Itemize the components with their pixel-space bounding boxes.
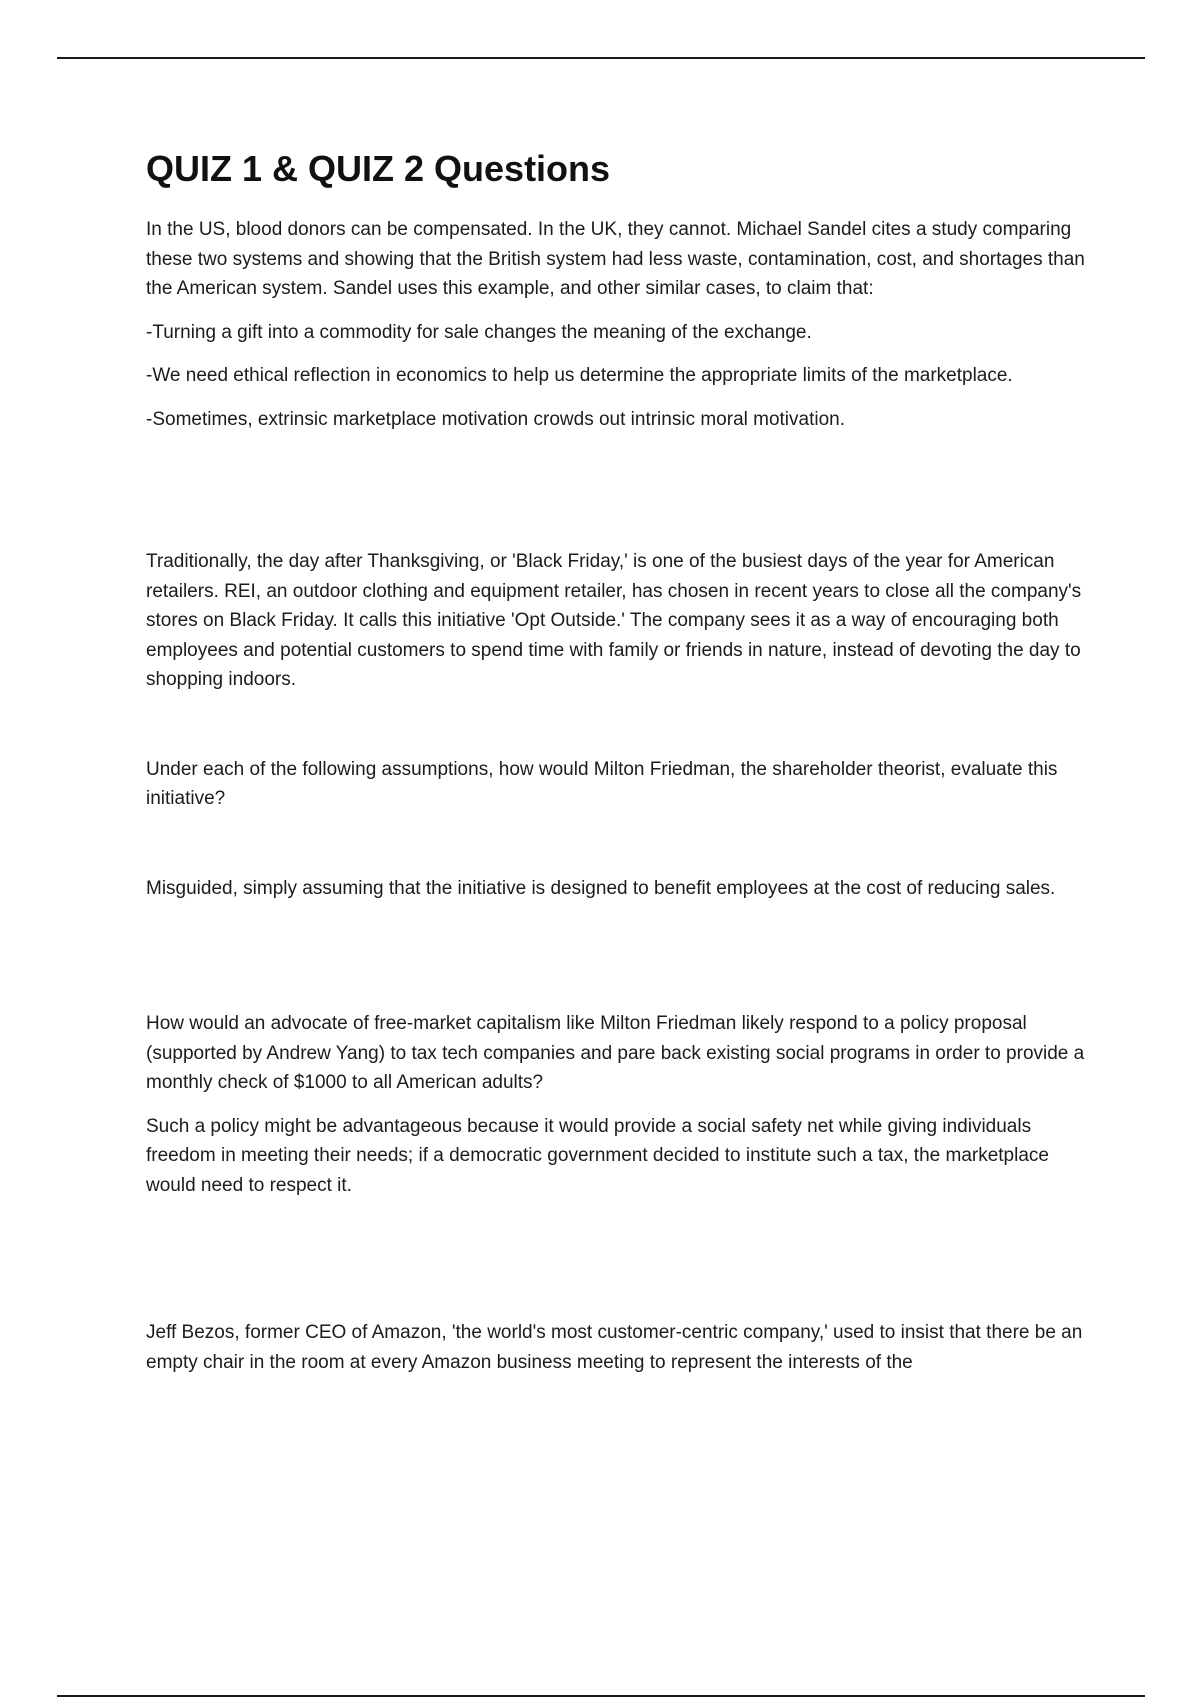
question-4-stem: Jeff Bezos, former CEO of Amazon, 'the world's most customer-centric company,' used to insist that there be an empty chair in the room at every Amazon business meeting to represent the interests of the: [146, 1322, 1083, 1373]
question-2-context: Traditionally, the day after Thanksgiving, or 'Black Friday,' is one of the busiest days of the year for American retailers. REI, an outdoor clothing and equipment retailer, has chosen in recent years to close all the company's stores on Black Friday. It calls this initiative 'Opt Outside.' The company sees it as a way of encouraging both employees and potential customers to spend time with family or friends in nature, instead of devoting the day to shopping indoors.: [146, 551, 1082, 691]
answer-3: Such a policy might be advantageous because it would provide a social safety net while giving individuals freedom in meeting their needs; if a democratic government decided to institute such a tax, the marketplace would need to respect it.: [146, 1115, 1049, 1196]
top-rule: [57, 57, 1145, 59]
question-3-stem: How would an advocate of free-market capitalism like Milton Friedman likely respond to a policy proposal (supported by Andrew Yang) to tax tech companies and pare back existing social programs in order to provide a monthly check of $1000 to all American adults?: [146, 1013, 1085, 1094]
answer-2: Misguided, simply assuming that the initiative is designed to benefit employees at the cost of reducing sales.: [146, 877, 1056, 899]
answer-1-point-3: -Sometimes, extrinsic marketplace motivation crowds out intrinsic moral motivation.: [146, 408, 846, 430]
answer-1-point-1: -Turning a gift into a commodity for sale changes the meaning of the exchange.: [146, 321, 812, 343]
question-2-stem: Under each of the following assumptions, how would Milton Friedman, the shareholder theorist, evaluate this initiative?: [146, 758, 1058, 810]
document-body: [146, 148, 1096, 1377]
bottom-rule: [57, 1695, 1145, 1697]
page-title: QUIZ 1 & QUIZ 2 Questions: [146, 148, 611, 189]
answer-1-point-2: -We need ethical reflection in economics to help us determine the appropriate limits of the marketplace.: [146, 365, 1013, 387]
question-1-stem: In the US, blood donors can be compensated. In the UK, they cannot. Michael Sandel cites a study comparing these two systems and showing that the British system had less waste, contamination, cost, and shortages than the American system. Sandel uses this example, and other similar cases, to claim that:: [146, 219, 1085, 300]
